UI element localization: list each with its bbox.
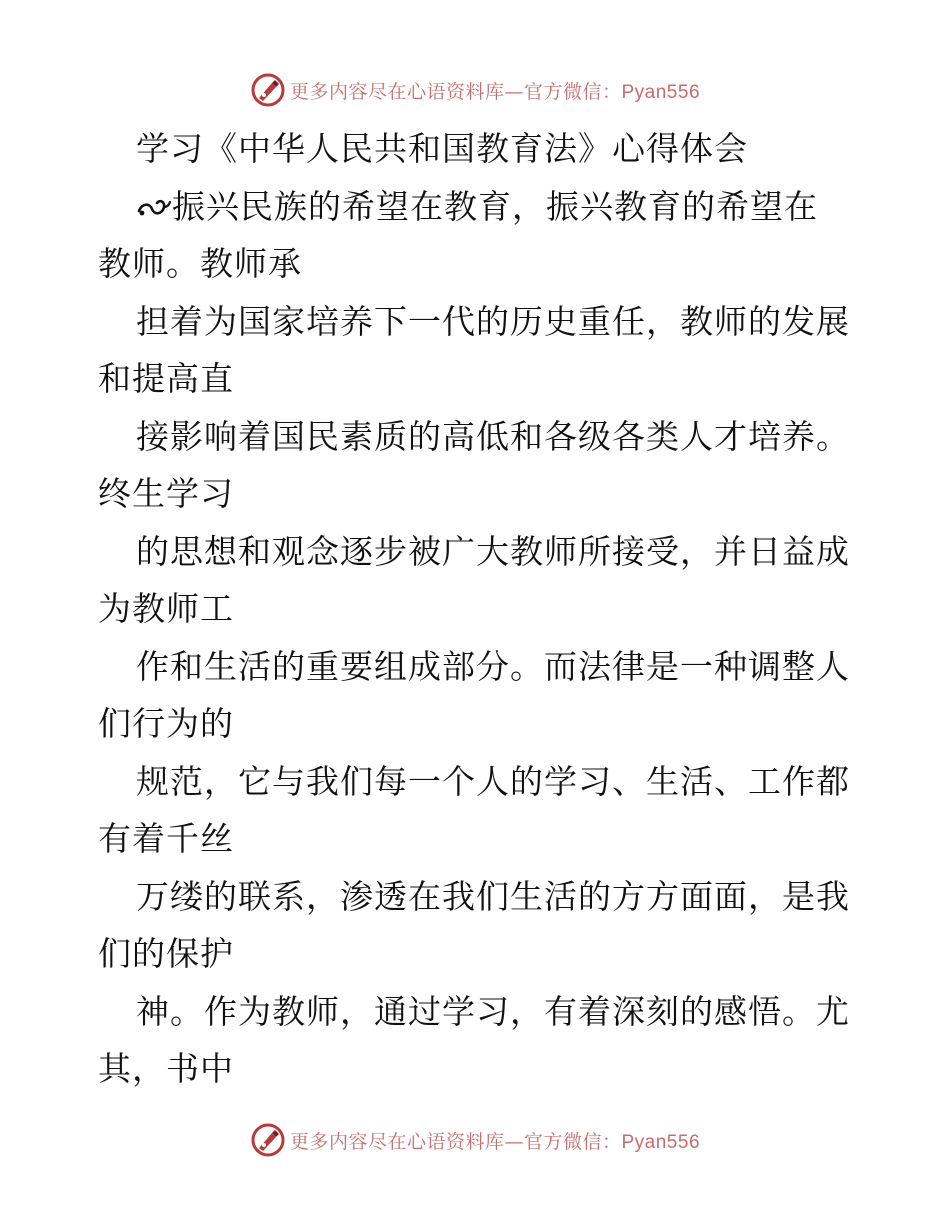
banner-text: 更多内容尽在心语资料库—官方微信：Pyan556 xyxy=(289,80,701,103)
header-banner xyxy=(0,70,950,110)
paragraph-line: 的思想和观念逐步被广大教师所接受，并日益成 xyxy=(136,531,850,571)
paragraph-line: 为教师工 xyxy=(98,589,234,628)
pen-logo-icon xyxy=(250,72,286,108)
paragraph-line: 担着为国家培养下一代的历史重任，教师的发展 xyxy=(136,301,850,341)
paragraph-line: 们行为的 xyxy=(98,704,234,743)
paragraph-line: 振兴民族的希望在教育，振兴教育的希望在 xyxy=(98,178,858,236)
paragraph-line: 有着千丝 xyxy=(98,819,234,858)
paragraph-line: 教师。教师承 xyxy=(98,244,302,283)
paragraph-line: 们的保护 xyxy=(98,934,234,973)
banner-text: 更多内容尽在心语资料库—官方微信：Pyan556 xyxy=(289,1130,701,1153)
paragraph-line: 神。作为教师，通过学习，有着深刻的感悟。尤 xyxy=(136,991,850,1031)
paragraph-line: 作和生活的重要组成部分。而法律是一种调整人 xyxy=(136,646,850,686)
document-title: 学习《中华人民共和国教育法》心得体会 xyxy=(136,129,748,168)
paragraph-line: 万缕的联系，渗透在我们生活的方方面面，是我 xyxy=(136,876,850,916)
paragraph-line: 其，书中 xyxy=(98,1049,234,1088)
paragraph-line: 规范，它与我们每一个人的学习、生活、工作都 xyxy=(136,761,850,801)
footer-banner xyxy=(0,1120,950,1160)
swirl-bullet-icon xyxy=(136,193,172,221)
pen-logo-icon xyxy=(250,1122,286,1158)
paragraph-line: 和提高直 xyxy=(98,359,234,398)
paragraph-line: 接影响着国民素质的高低和各级各类人才培养。 xyxy=(136,416,850,456)
document-body xyxy=(98,120,858,1098)
paragraph-line: 终生学习 xyxy=(98,474,234,513)
